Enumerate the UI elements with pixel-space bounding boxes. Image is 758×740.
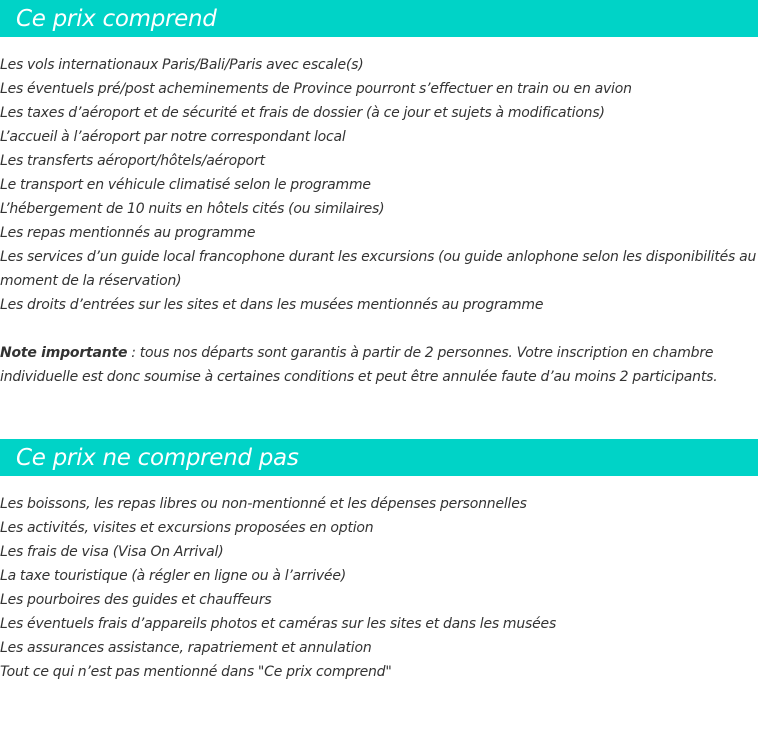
- list-item: Les boissons, les repas libres ou non-mentionné et les dépenses personnelles: [0, 496, 527, 512]
- included-list: [0, 53, 758, 317]
- list-item: La taxe touristique (à régler en ligne ou à l’arrivée): [0, 568, 347, 584]
- note-label: Note importante: [0, 345, 128, 361]
- list-item: L’hébergement de 10 nuits en hôtels cités (ou similaires): [0, 201, 385, 217]
- important-note: [0, 341, 752, 389]
- excluded-section-title: Ce prix ne comprend pas: [0, 439, 758, 476]
- list-item: Les services d’un guide local francophone durant les excursions (ou guide anlophone selon les disponibilités au moment de la réservation): [0, 249, 757, 289]
- list-item: Les frais de visa (Visa On Arrival): [0, 544, 224, 560]
- list-item: Les activités, visites et excursions proposées en option: [0, 520, 374, 536]
- note-text: : tous nos départs sont garantis à partir de 2 personnes. Votre inscription en chambre individuelle est donc soumise à certaines conditions et peut être annulée faute d’au moins 2 participants.: [0, 345, 718, 385]
- list-item: Les droits d’entrées sur les sites et dans les musées mentionnés au programme: [0, 297, 544, 313]
- included-section-title: Ce prix comprend: [0, 0, 758, 37]
- list-item: L’accueil à l’aéroport par notre correspondant local: [0, 129, 346, 145]
- list-item: Les éventuels frais d’appareils photos et caméras sur les sites et dans les musées: [0, 616, 557, 632]
- list-item: Le transport en véhicule climatisé selon le programme: [0, 177, 371, 193]
- excluded-list: [0, 492, 758, 684]
- list-item: Tout ce qui n’est pas mentionné dans "Ce prix comprend": [0, 664, 392, 680]
- list-item: Les assurances assistance, rapatriement et annulation: [0, 640, 372, 656]
- list-item: Les éventuels pré/post acheminements de Province pourront s’effectuer en train ou en avion: [0, 81, 632, 97]
- list-item: Les repas mentionnés au programme: [0, 225, 256, 241]
- list-item: Les transferts aéroport/hôtels/aéroport: [0, 153, 265, 169]
- list-item: Les taxes d’aéroport et de sécurité et frais de dossier (à ce jour et sujets à modifications): [0, 105, 605, 121]
- list-item: Les pourboires des guides et chauffeurs: [0, 592, 272, 608]
- list-item: Les vols internationaux Paris/Bali/Paris avec escale(s): [0, 57, 364, 73]
